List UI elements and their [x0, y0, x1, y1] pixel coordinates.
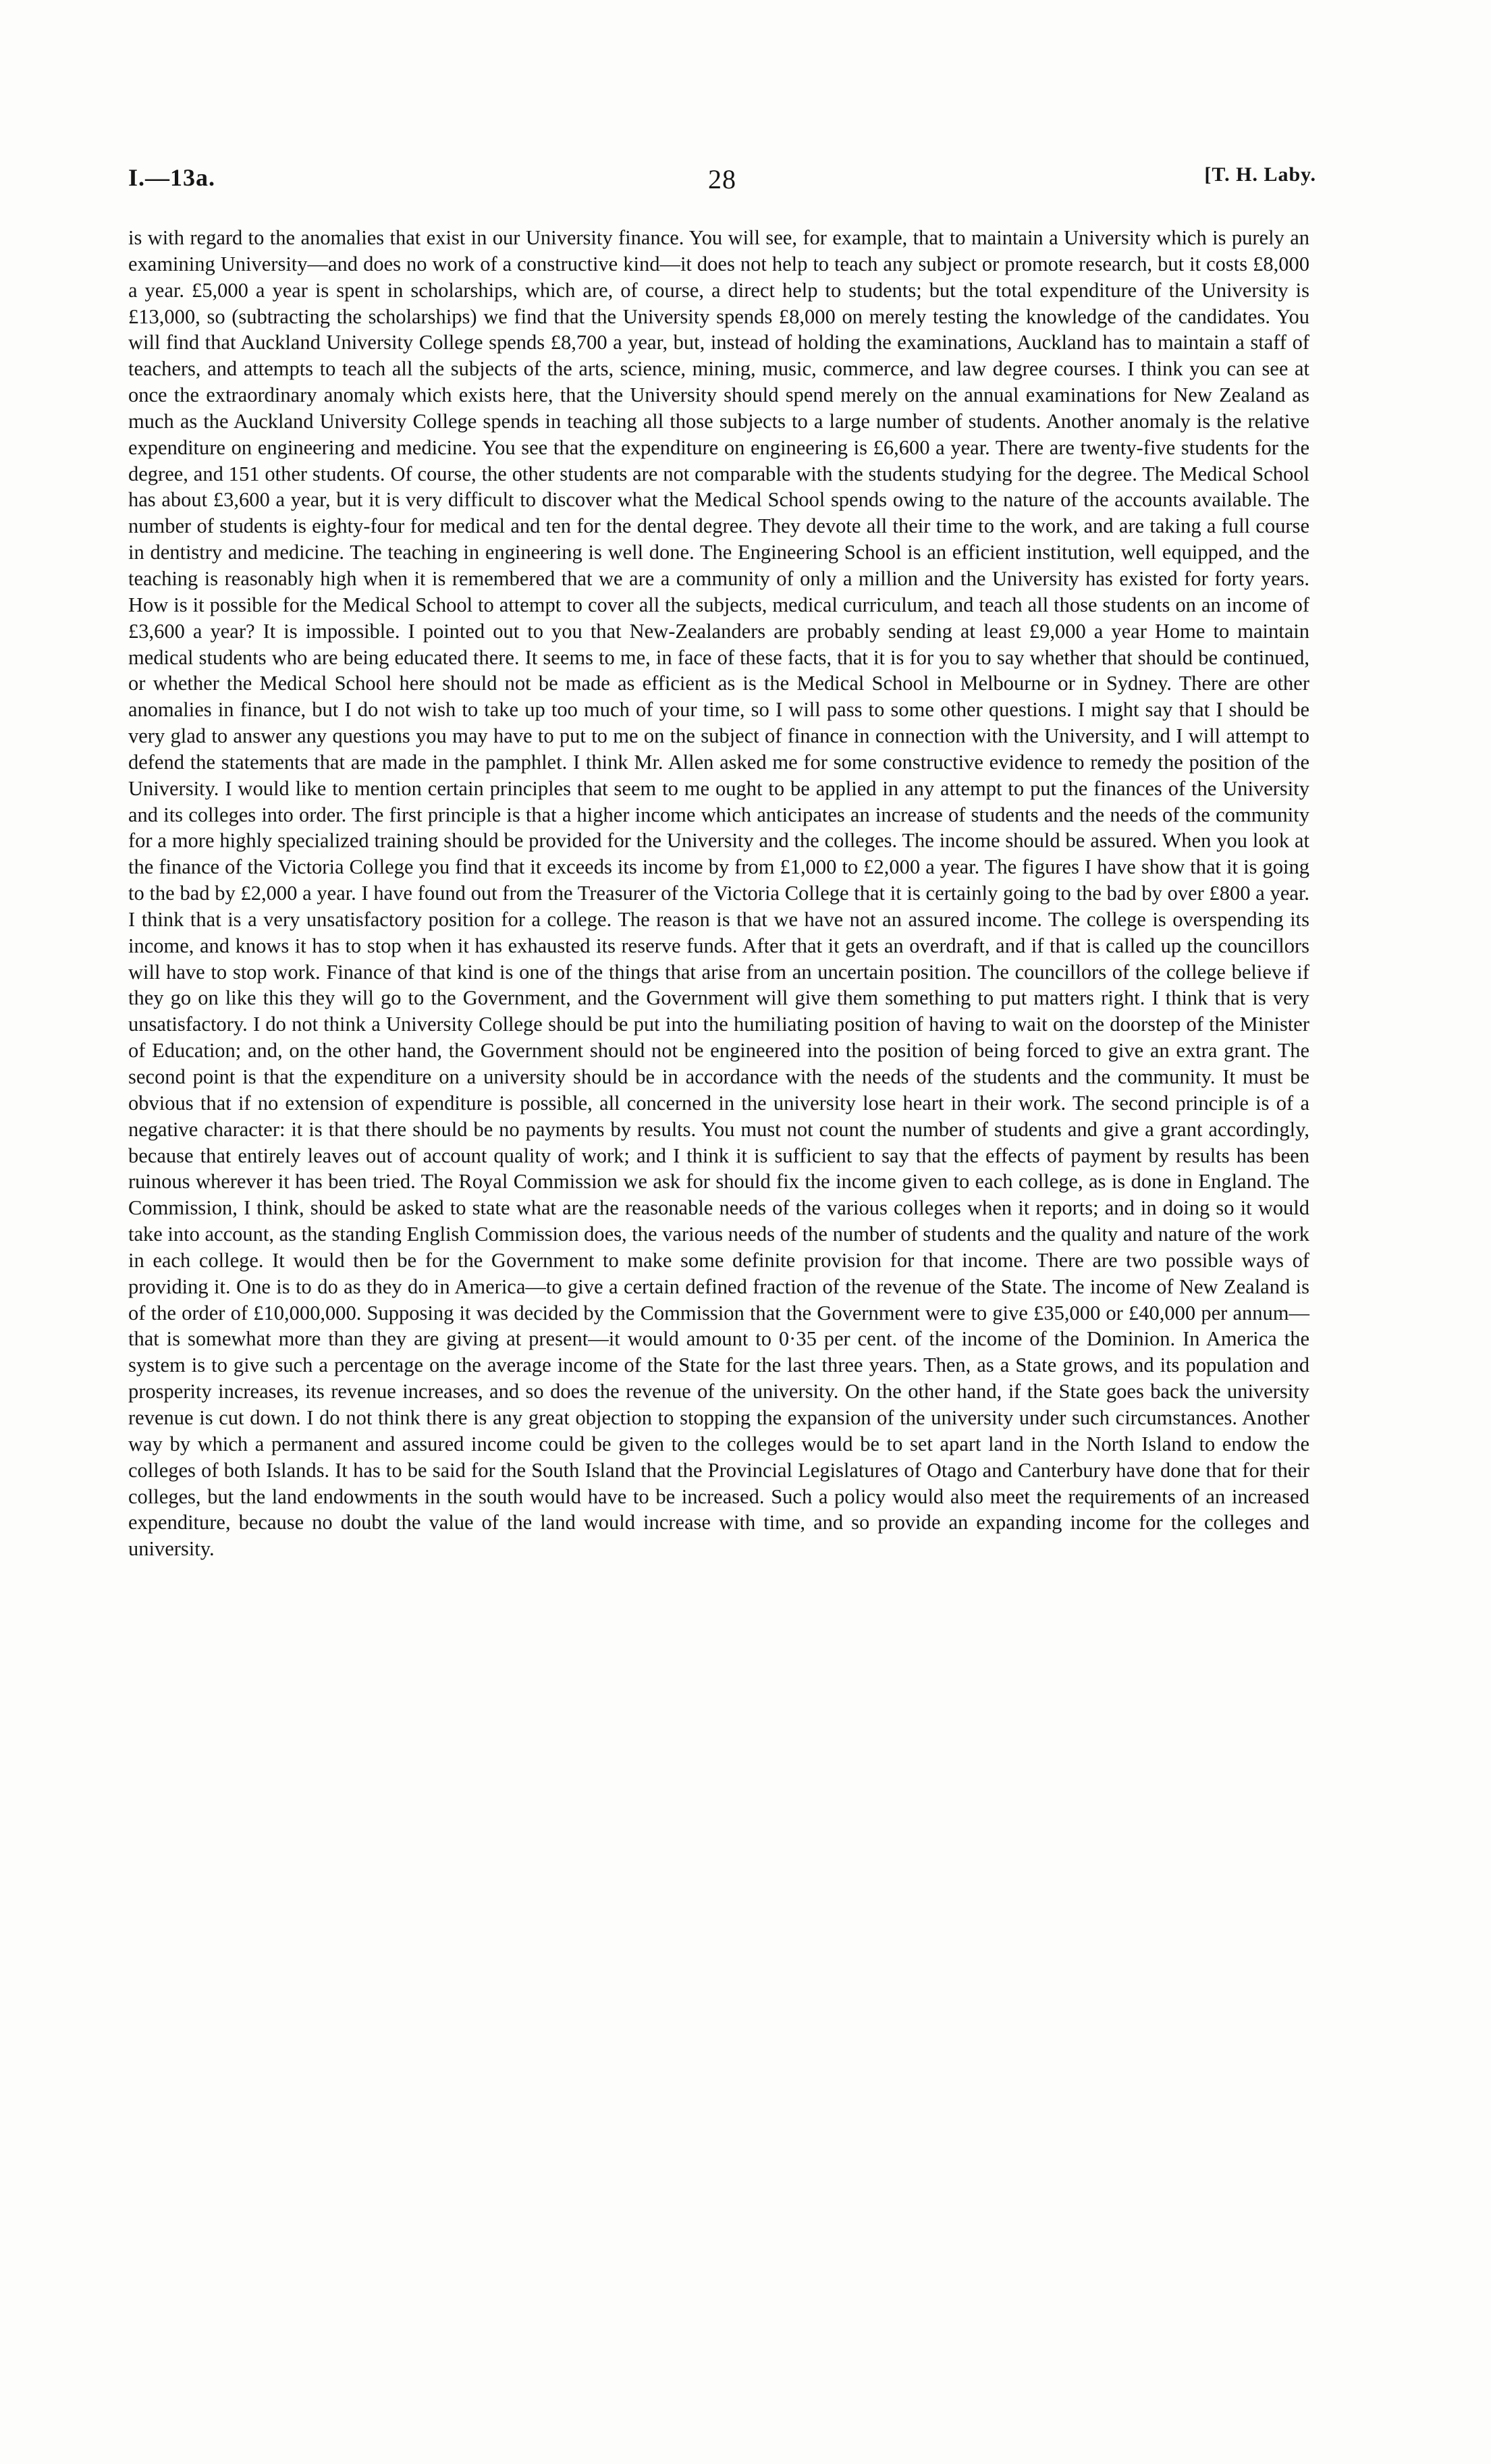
- witness-name: [T. H. Laby.: [1204, 163, 1316, 186]
- page-number: 28: [708, 164, 736, 194]
- body-paragraph: is with regard to the anomalies that exist in our University finance. You will see, for example, that to maintain a University which is purely an examining University—and does no work of a constructive kind—it does not help to teach any subject or promote research, but it costs £8,000 a year. £5,000 a year is spent in scholarships, which are, of course, a direct help to students; but the total expenditure of the University is £13,000, so (subtracting the scholarships) we find that the University spends £8,000 on merely testing the knowledge of the candidates. You will find that Auckland University College spends £8,700 a year, but, instead of holding the examinations, Auckland has to maintain a staff of teachers, and attempts to teach all the subjects of the arts, science, mining, music, commerce, and law degree courses. I think you can see at once the extraordinary anomaly which exists here, that the University should spend merely on the annual examinations for New Zealand as much as the Auckland University College spends in teaching all those subjects to a large number of students. Another anomaly is the relative expenditure on engineering and medicine. You see that the expenditure on engineering is £6,600 a year. There are twenty-five students for the degree, and 151 other students. Of course, the other students are not comparable with the students studying for the degree. The Medical School has about £3,600 a year, but it is very difficult to discover what the Medical School spends owing to the nature of the accounts available. The number of students is eighty-four for medical and ten for the dental degree. They devote all their time to the work, and are taking a full course in dentistry and medicine. The teaching in engineering is well done. The Engineering School is an efficient institution, well equipped, and the teaching is reasonably high when it is remembered that we are a community of only a million and the University has existed for forty years. How is it possible for the Medical School to attempt to cover all the subjects, medical curriculum, and teach all those students on an income of £3,600 a year? It is impossible. I pointed out to you that New-Zealanders are probably sending at least £9,000 a year Home to maintain medical students who are being educated there. It seems to me, in face of these facts, that it is for you to say whether that should be continued, or whether the Medical School here should not be made as efficient as is the Medical School in Melbourne or in Sydney. There are other anomalies in finance, but I do not wish to take up too much of your time, so I will pass to some other questions. I might say that I should be very glad to answer any questions you may have to put to me on the subject of finance in connection with the University, and I will attempt to defend the statements that are made in the pamphlet. I think Mr. Allen asked me for some constructive evidence to remedy the position of the University. I would like to mention certain principles that seem to me ought to be applied in any attempt to put the finances of the University and its colleges into order. The first principle is that a higher income which anticipates an increase of students and the needs of the community for a more highly specialized training should be provided for the University and the colleges. The income should be assured. When you look at the finance of the Victoria College you find that it exceeds its income by from £1,000 to £2,000 a year. The figures I have show that it is going to the bad by £2,000 a year. I have found out from the Treasurer of the Victoria College that it is certainly going to the bad by over £800 a year. I think that is a very unsatisfactory position for a college. The reason is that we have not an assured income. The college is overspending its income, and knows it has to stop when it has exhausted its reserve funds. After that it gets an overdraft, and if that is called up the councillors will have to stop work. Finance of that kind is one of the things that arise from an uncertain position. The councillors of the college believe if they go on like this they will go to the Government, and the Government will give them something to put matters right. I think that is very unsatisfactory. I do not think a University College should be put into the humiliating position of having to wait on the doorstep of the Minister of Education; and, on the other hand, the Government should not be engineered into the position of being forced to give an extra grant. The second point is that the expenditure on a university should be in accordance with the needs of the students and the community. It must be obvious that if no extension of expenditure is possible, all concerned in the university lose heart in their work. The second principle is of a negative character: it is that there should be no payments by results. You must not count the number of students and give a grant accordingly, because that entirely leaves out of account quality of work; and I think it is sufficient to say that the effects of payment by results has been ruinous wherever it has been tried. The Royal Commission we ask for should fix the income given to each college, as is done in England. The Commission, I think, should be asked to state what are the reasonable needs of the various colleges when it reports; and in doing so it would take into account, as the standing English Commission does, the various needs of the number of students and the quality and nature of the work in each college. It would then be for the Government to make some definite provision for that income. There are two possible ways of providing it. One is to do as they do in America—to give a certain defined fraction of the revenue of the State. The income of New Zealand is of the order of £10,000,000. Supposing it was decided by the Commission that the Government were to give £35,000 or £40,000 per annum—that is somewhat more than they are giving at present—it would amount to 0·35 per cent. of the income of the Dominion. In America the system is to give such a percentage on the average income of the State for the last three years. Then, as a State grows, and its population and prosperity increases, its revenue increases, and so does the revenue of the university. On the other hand, if the State goes back the university revenue is cut down. I do not think there is any great objection to stopping the expansion of the university under such circumstances. Another way by which a permanent and assured income could be given to the colleges would be to set apart land in the North Island to endow the colleges of both Islands. It has to be said for the South Island that the Provincial Legislatures of Otago and Canterbury have done that for their colleges, but the land endowments in the south would have to be increased. Such a policy would also meet the requirements of an increased expenditure, because no doubt the value of the land would increase with time, and so provide an expanding income for the colleges and university.: [128, 226, 1309, 1561]
- document-reference: I.—13a.: [128, 164, 216, 191]
- page-header: [128, 163, 1316, 204]
